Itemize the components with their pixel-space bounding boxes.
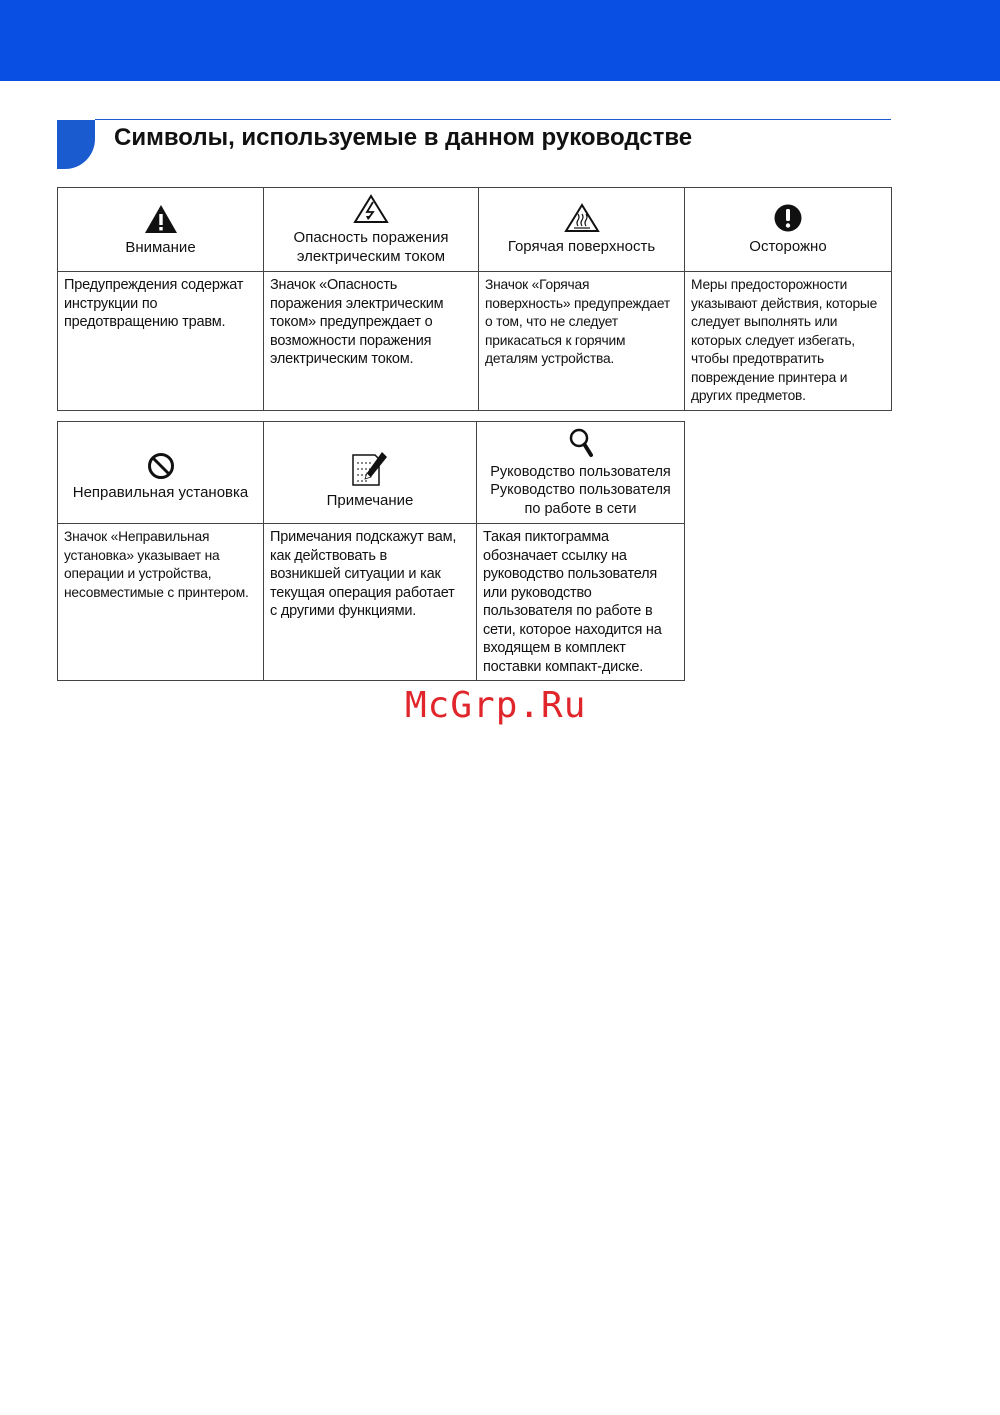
- warning-description-cell: [58, 272, 264, 411]
- section-tab-marker: [57, 120, 95, 169]
- hot-surface-label: Горячая поверхность: [507, 238, 656, 255]
- electric-hazard-description: Значок «Опасность поражения электрическим током» предупреждает о возможности поражения электрическим током.: [270, 277, 444, 367]
- symbols-table-1: [57, 187, 892, 411]
- user-guide-label: Руководство пользователя Руководство пользователя по работе в сети: [490, 463, 671, 517]
- electric-hazard-description-cell: [264, 272, 479, 411]
- prohibited-header-cell: [58, 422, 264, 524]
- electric-hazard-header-cell: [264, 188, 479, 272]
- heading-rule: [95, 119, 891, 120]
- magnifier-icon: [568, 427, 594, 459]
- caution-header-cell: [685, 188, 892, 272]
- hot-surface-description-cell: [479, 272, 685, 411]
- note-description-cell: [264, 524, 477, 681]
- caution-label: Осторожно: [749, 238, 827, 255]
- user-guide-description: Такая пиктограмма обозначает ссылку на руководство пользователя или руководство пользователя по работе в сети, которое находится на входящем в комплект поставки компакт-диске.: [483, 529, 662, 675]
- warning-label: Внимание: [125, 238, 196, 256]
- prohibited-icon: [147, 452, 175, 480]
- hot-surface-description: Значок «Горячая поверхность» предупреждает о том, что не следует прикасаться к горячим деталям устройства.: [485, 277, 671, 366]
- prohibited-description: Значок «Неправильная установка» указывает на операции и устройства, несовместимые с принтером.: [64, 529, 249, 600]
- user-guide-description-cell: [477, 524, 685, 681]
- hot-surface-icon: [564, 203, 600, 233]
- hot-surface-header-cell: [479, 188, 685, 272]
- warning-icon: [143, 203, 179, 235]
- top-banner: [0, 0, 1000, 81]
- electric-hazard-label: Опасность поражения электрическим током: [293, 228, 449, 265]
- user-guide-header-cell: [477, 422, 685, 524]
- note-icon: [349, 449, 391, 489]
- note-header-cell: [264, 422, 477, 524]
- caution-description: Меры предосторожности указывают действия, которые следует выполнять или которых следует избегать, чтобы предотвратить повреждение принтера и других предметов.: [691, 277, 878, 403]
- page-title: Символы, используемые в данном руководстве: [114, 124, 693, 151]
- symbols-table-2: [57, 421, 685, 681]
- note-description: Примечания подскажут вам, как действовать в возникшей ситуации и как текущая операция работает с другими функциями.: [270, 529, 457, 619]
- warning-header-cell: [58, 188, 264, 272]
- caution-description-cell: [685, 272, 892, 411]
- watermark: McGrp.Ru: [405, 685, 587, 726]
- caution-icon: [773, 203, 803, 233]
- prohibited-description-cell: [58, 524, 264, 681]
- warning-description: Предупреждения содержат инструкции по предотвращению травм.: [64, 277, 244, 330]
- note-label: Примечание: [326, 492, 414, 509]
- electric-hazard-icon: [353, 194, 389, 224]
- prohibited-label: Неправильная установка: [72, 483, 249, 501]
